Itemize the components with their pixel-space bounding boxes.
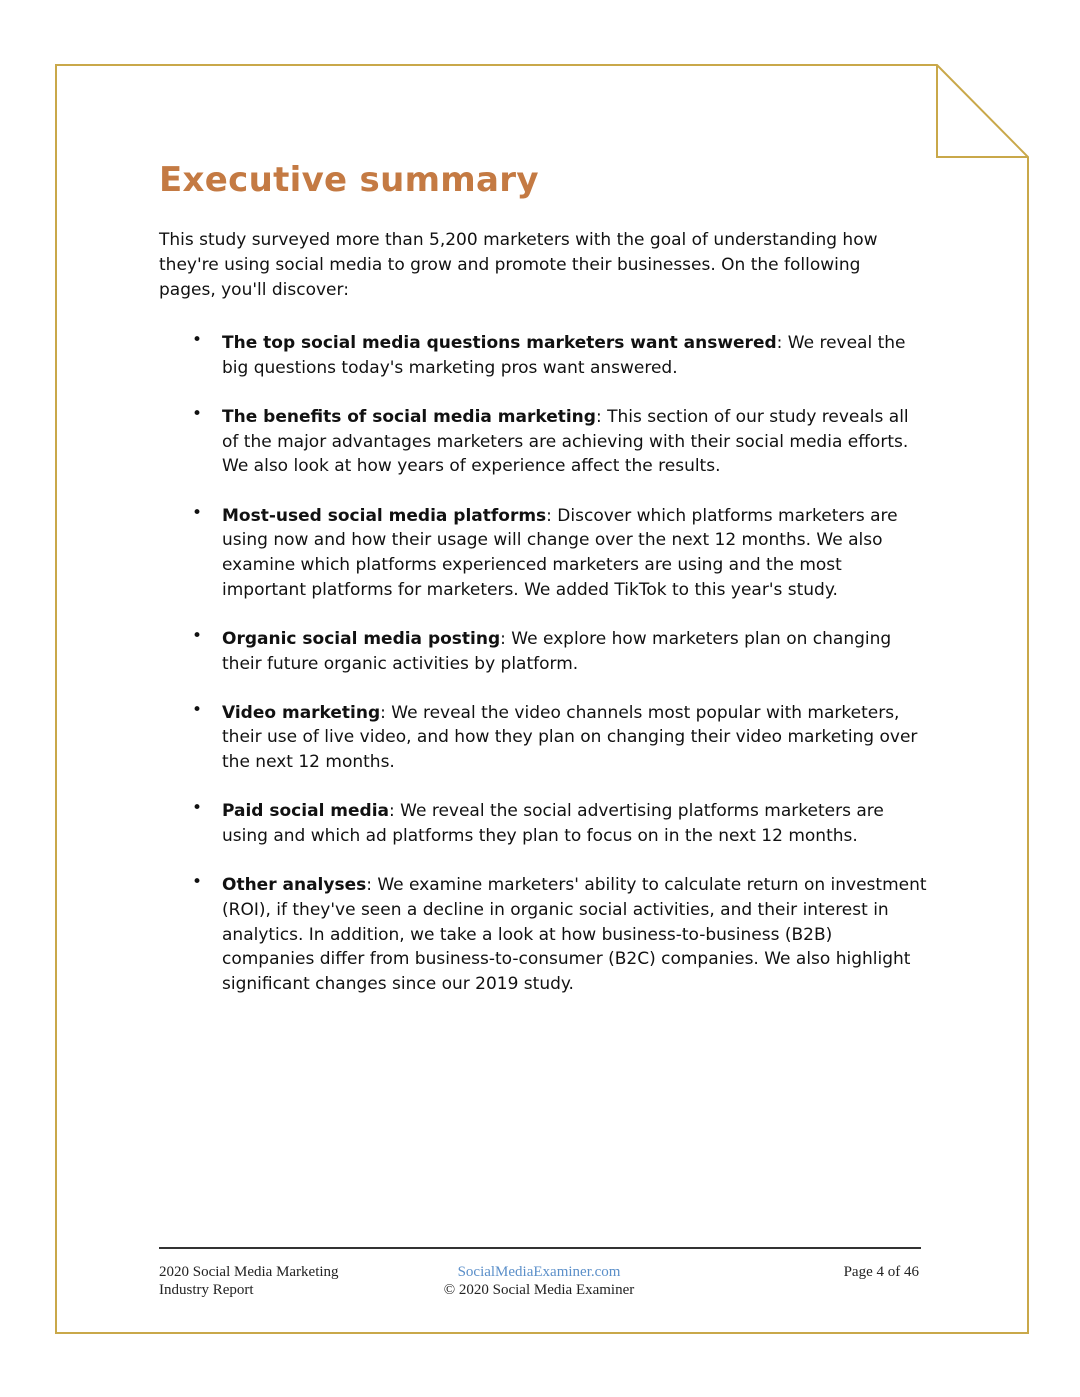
footer-report-title <box>159 1263 389 1299</box>
summary-list <box>159 331 929 997</box>
list-item <box>159 701 929 775</box>
intro-paragraph: This study surveyed more than 5,200 marketers with the goal of understanding how they're using social media to grow and promote their businesses. On the following pages, you'll discover: <box>159 230 878 300</box>
footer-report-title-line2: Industry Report <box>159 1282 254 1298</box>
main-content <box>159 160 929 1021</box>
list-item-heading: The benefits of social media marketing <box>222 406 596 427</box>
footer-report-title-line1: 2020 Social Media Marketing <box>159 1264 339 1280</box>
list-item-heading: Video marketing <box>222 702 381 723</box>
list-item-text: : We examine marketers' ability to calculate return on investment (ROI), if they've seen a decline in organic social activities, and their interest in analytics. In addition, we take a look at how business-to-business (B2B) companies differ from business-to-consumer (B2C) companies. We also highlight significant changes since our 2019 study. <box>222 875 927 995</box>
list-item-text: : We reveal the big questions today's marketing pros want answered. <box>222 333 906 378</box>
list-item-text: : Discover which platforms marketers are using now and how their usage will change over the next 12 months. We also examine which platforms experienced marketers are using and the most important platforms for marketers. We added TikTok to this year's study. <box>222 505 898 600</box>
list-item <box>159 504 929 603</box>
list-item-heading: Paid social media <box>222 801 390 822</box>
page-title: Executive summary <box>159 160 539 200</box>
bullet-icon: • <box>192 798 203 819</box>
list-item-text: : We reveal the social advertising platforms marketers are using and which ad platforms they plan to focus on in the next 12 months. <box>222 801 884 847</box>
list-item <box>159 799 929 848</box>
list-item-text: : This section of our study reveals all of the major advantages marketers are achieving with their social media efforts. We also look at how years of experience affect the results. <box>222 406 909 477</box>
footer-divider <box>159 1247 921 1249</box>
list-item <box>159 627 929 676</box>
list-item <box>159 405 929 479</box>
list-item <box>159 873 929 997</box>
list-item <box>159 331 929 380</box>
list-item-heading: Organic social media posting <box>222 628 501 649</box>
list-item-text: : We reveal the video channels most popular with marketers, their use of live video, and how they plan on changing their video marketing over the next 12 months. <box>222 702 918 773</box>
list-item-heading: The top social media questions marketers want answered <box>222 333 777 353</box>
bullet-icon: • <box>192 699 203 720</box>
list-item-heading: Other analyses <box>222 875 367 896</box>
bullet-icon: • <box>192 502 203 523</box>
list-item-text: : We explore how marketers plan on changing their future organic activities by platform. <box>222 628 892 674</box>
bullet-icon: • <box>192 403 203 424</box>
website-link[interactable]: SocialMediaExaminer.com <box>457 1264 621 1280</box>
bullet-icon: • <box>192 330 203 350</box>
copyright-text: © 2020 Social Media Examiner <box>443 1282 635 1298</box>
footer-source <box>419 1263 659 1299</box>
bullet-icon: • <box>192 872 203 893</box>
page-number: Page 4 of 46 <box>843 1264 919 1280</box>
bullet-icon: • <box>192 625 203 646</box>
list-item-heading: Most-used social media platforms <box>222 505 547 526</box>
